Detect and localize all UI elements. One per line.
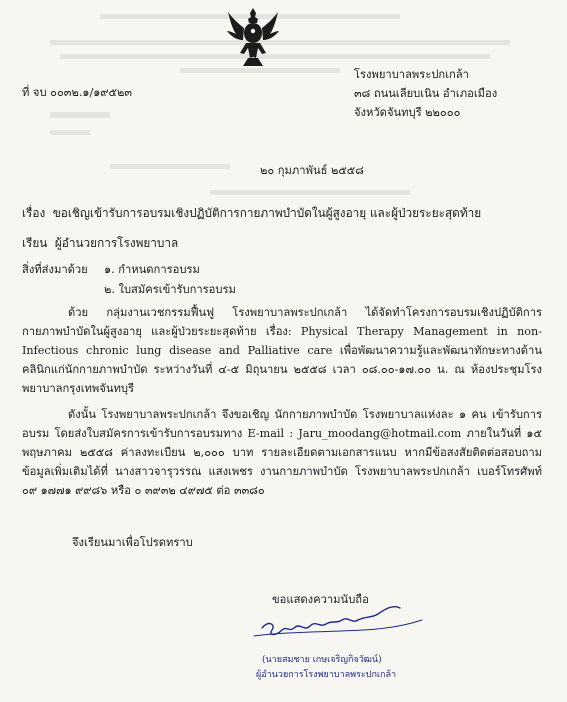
sender-address-line-1: โรงพยาบาลพระปกเกล้า: [354, 68, 469, 81]
subject-label: เรื่อง: [22, 206, 46, 220]
salutation-line: [22, 234, 178, 253]
signer-title: ผู้อำนวยการโรงพยาบาลพระปกเกล้า: [256, 670, 397, 680]
salutation-label: เรียน: [22, 236, 48, 250]
salutation-text: ผู้อำนวยการโรงพยาบาล: [54, 236, 179, 250]
reference-number: ที่ จบ ๐๐๓๒.๑/๑๙๕๒๓: [22, 86, 133, 99]
subject-line: [22, 204, 481, 223]
closing-sentence: จึงเรียนมาเพื่อโปรดทราบ: [72, 536, 193, 549]
handwritten-signature: [252, 606, 432, 646]
subject-text: ขอเชิญเข้ารับการอบรมเชิงปฏิบัติการกายภาพบำบัดในผู้สูงอายุ และผู้ป่วยระยะสุดท้าย: [52, 206, 482, 220]
sender-address-line-3: จังหวัดจันทบุรี ๒๒๐๐๐: [354, 106, 461, 119]
enclosure-item-1: ๑. กำหนดการอบรม: [104, 263, 200, 276]
complimentary-close: ขอแสดงความนับถือ: [272, 593, 369, 606]
garuda-emblem: [226, 6, 280, 70]
sender-address-line-2: ๓๘ ถนนเลียบเนิน อำเภอเมือง: [354, 87, 498, 100]
enclosure-item-2: ๒. ใบสมัครเข้ารับการอบรม: [104, 283, 236, 296]
signer-name: (นายสมชาย เกษเจริญกิจวัฒน์): [262, 655, 382, 665]
letter-date: ๒๐ กุมภาพันธ์ ๒๕๕๘: [260, 164, 364, 177]
body-paragraph-2: ดังนั้น โรงพยาบาลพระปกเกล้า จึงขอเชิญ นักกายภาพบำบัด โรงพยาบาลแห่งละ ๑ คน เข้ารับการอบรม โดยส่งใบสมัครการเข้ารับการอบรมทาง E-mail : Jaru_moodang@hotmail.com ภายในวันที่ ๑๕ พฤษภาคม ๒๕๕๘ ค่าลงทะเบียน ๒,๐๐๐ บาท รายละเอียดตามเอกสารแนบ หากมีข้อสงสัยติดต่อสอบถามข้อมูลเพิ่มเติมได้ที่ นางสาวจารุวรรณ แสงเพชร งานกายภาพบำบัด โรงพยาบาลพระปกเกล้า เบอร์โทรศัพท์ ๐๙ ๑๗๗๑ ๙๙๘๖ หรือ ๐ ๓๙๓๒ ๔๙๗๕ ต่อ ๓๓๘๐: [22, 408, 542, 497]
enclosures-label: สิ่งที่ส่งมาด้วย: [22, 263, 88, 276]
body-paragraph-1: ด้วย กลุ่มงานเวชกรรมฟื้นฟู โรงพยาบาลพระปกเกล้า ได้จัดทำโครงการอบรมเชิงปฏิบัติการกายภาพบำบัดในผู้สูงอายุ และผู้ป่วยระยะสุดท้าย เรื่อง: Physical Therapy Management in non-Infectious chronic lung disease and Palliative care เพื่อพัฒนาความรู้และพัฒนาทักษะทางด้านคลินิกแก่นักกายภาพบำบัด ระหว่างวันที่ ๔-๕ มิถุนายน ๒๕๕๘ เวลา ๐๘.๐๐-๑๗.๐๐ น. ณ ห้องประชุมโรงพยาบาลกรุงเทพจันทบุรี: [22, 306, 542, 395]
